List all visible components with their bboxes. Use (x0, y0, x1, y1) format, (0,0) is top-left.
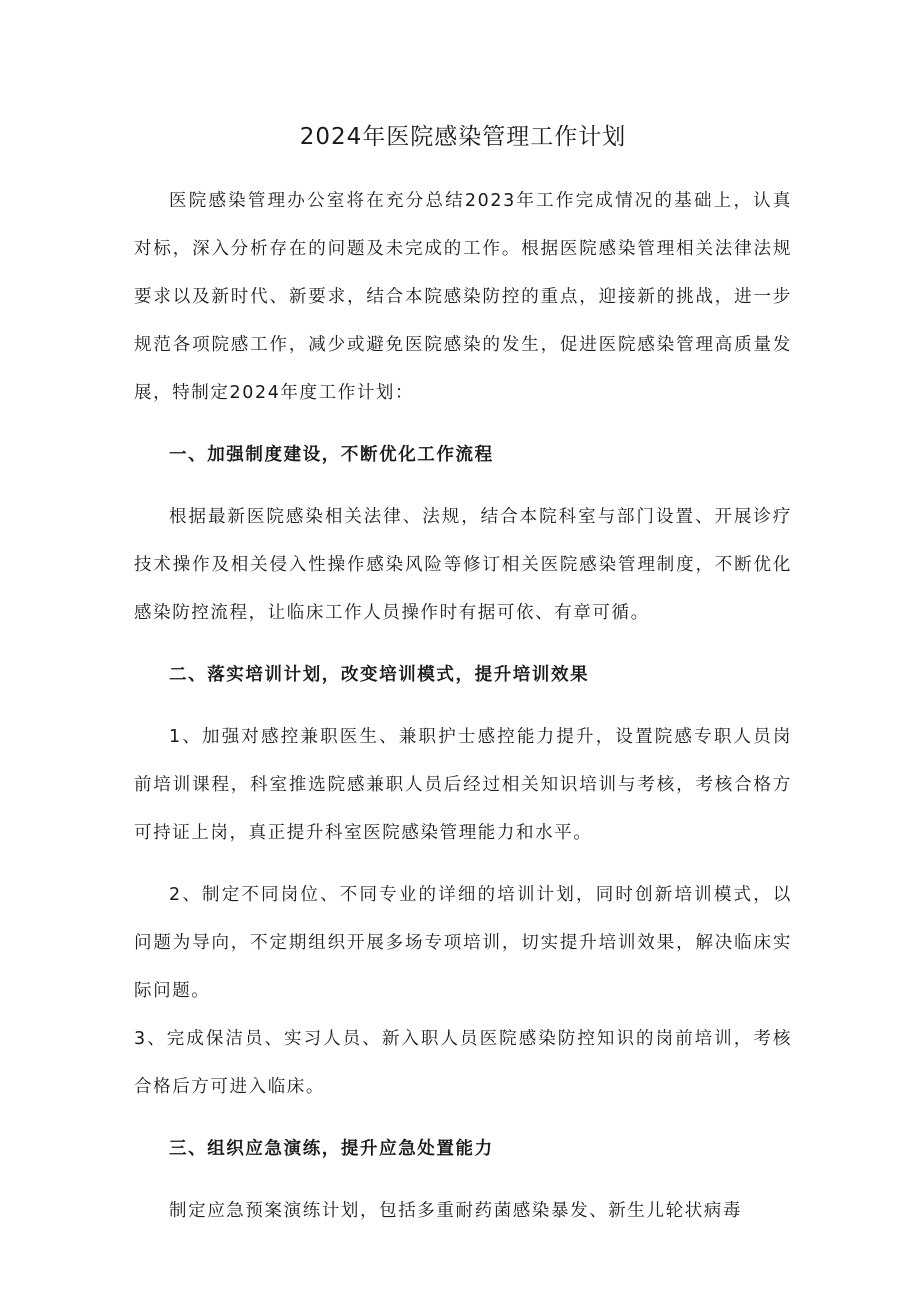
section-2-paragraph-2: 2、制定不同岗位、不同专业的详细的培训计划，同时创新培训模式，以问题为导向，不定期组织开展多场专项培训，切实提升培训效果，解决临床实际问题。 (134, 885, 792, 1001)
section-2-heading: 二、落实培训计划，改变培训模式，提升培训效果 (169, 665, 590, 685)
section-3-heading: 三、组织应急演练，提升应急处置能力 (169, 1139, 494, 1159)
section-3-paragraph-1: 制定应急预案演练计划，包括多重耐药菌感染暴发、新生儿轮状病毒 (169, 1201, 742, 1221)
section-1-heading: 一、加强制度建设，不断优化工作流程 (169, 445, 494, 465)
section-1-paragraph-1: 根据最新医院感染相关法律、法规，结合本院科室与部门设置、开展诊疗技术操作及相关侵入性操作感染风险等修订相关医院感染管理制度，不断优化感染防控流程，让临床工作人员操作时有据可依、有章可循。 (134, 507, 792, 623)
section-2-paragraph-3: 3、完成保洁员、实习人员、新入职人员医院感染防控知识的岗前培训，考核合格后方可进入临床。 (134, 1029, 792, 1097)
document-title: 2024年医院感染管理工作计划 (299, 124, 627, 150)
intro-paragraph: 医院感染管理办公室将在充分总结2023年工作完成情况的基础上，认真对标，深入分析存在的问题及未完成的工作。根据医院感染管理相关法律法规要求以及新时代、新要求，结合本院感染防控的重点，迎接新的挑战，进一步规范各项院感工作，减少或避免医院感染的发生，促进医院感染管理高质量发展，特制定2024年度工作计划： (134, 191, 792, 403)
section-2-paragraph-1: 1、加强对感控兼职医生、兼职护士感控能力提升，设置院感专职人员岗前培训课程，科室推选院感兼职人员后经过相关知识培训与考核，考核合格方可持证上岗，真正提升科室医院感染管理能力和水平。 (134, 727, 792, 843)
